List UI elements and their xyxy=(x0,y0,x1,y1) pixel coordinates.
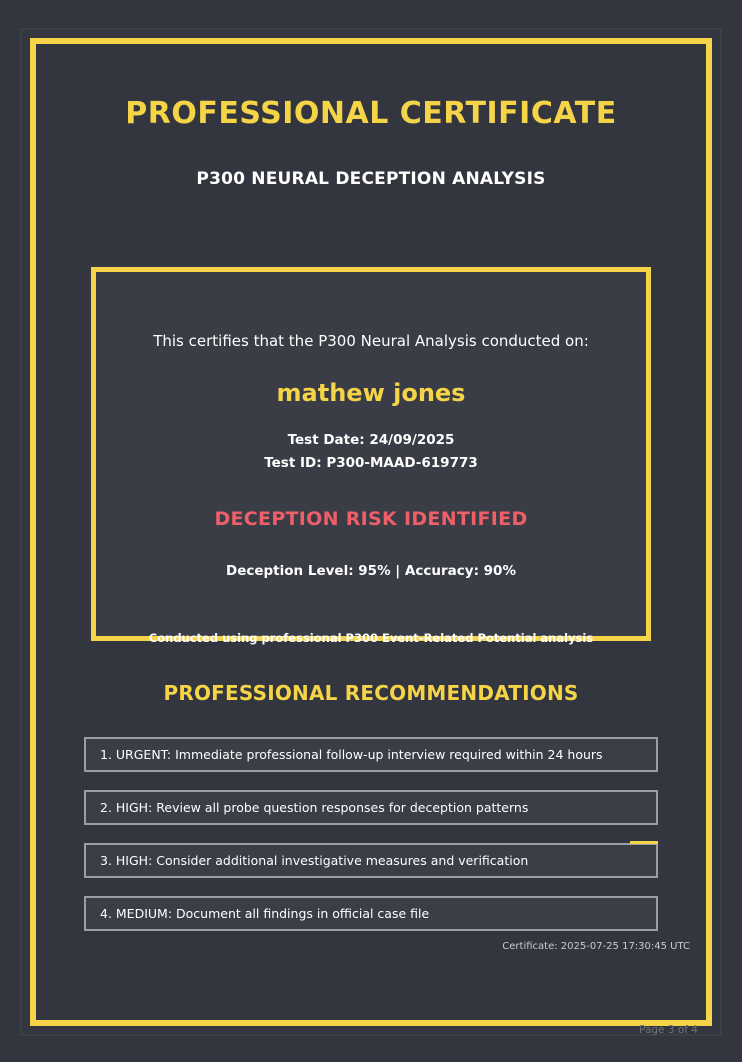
method-note: Conducted using professional P300 Event-Related Potential analysis xyxy=(148,631,594,645)
list-item: 4. MEDIUM: Document all findings in official case file xyxy=(84,896,658,931)
list-item: 2. HIGH: Review all probe question responses for deception patterns xyxy=(84,790,658,825)
deception-levels: Deception Level: 95% | Accuracy: 90% xyxy=(226,563,516,579)
certificate-content xyxy=(36,44,706,1020)
test-date: Test Date: 24/09/2025 xyxy=(287,432,455,448)
subject-name: mathew jones xyxy=(276,379,466,407)
page-number: Page 3 of 4 xyxy=(639,1024,698,1036)
recommendations-title: PROFESSIONAL RECOMMENDATIONS xyxy=(163,681,579,705)
certification-panel xyxy=(91,267,651,645)
recommendations-list xyxy=(84,737,658,931)
page-title: PROFESSIONAL CERTIFICATE xyxy=(125,96,617,131)
list-item: 3. HIGH: Consider additional investigative measures and verification xyxy=(84,843,658,878)
test-id: Test ID: P300-MAAD-619773 xyxy=(264,455,478,471)
certificate-stamp: Certificate: 2025-07-25 17:30:45 UTC xyxy=(502,941,690,952)
status-badge: DECEPTION RISK IDENTIFIED xyxy=(214,508,528,530)
page-subtitle: P300 NEURAL DECEPTION ANALYSIS xyxy=(196,169,546,189)
list-item: 1. URGENT: Immediate professional follow-up interview required within 24 hours xyxy=(84,737,658,772)
certifies-text: This certifies that the P300 Neural Analysis conducted on: xyxy=(153,332,589,350)
